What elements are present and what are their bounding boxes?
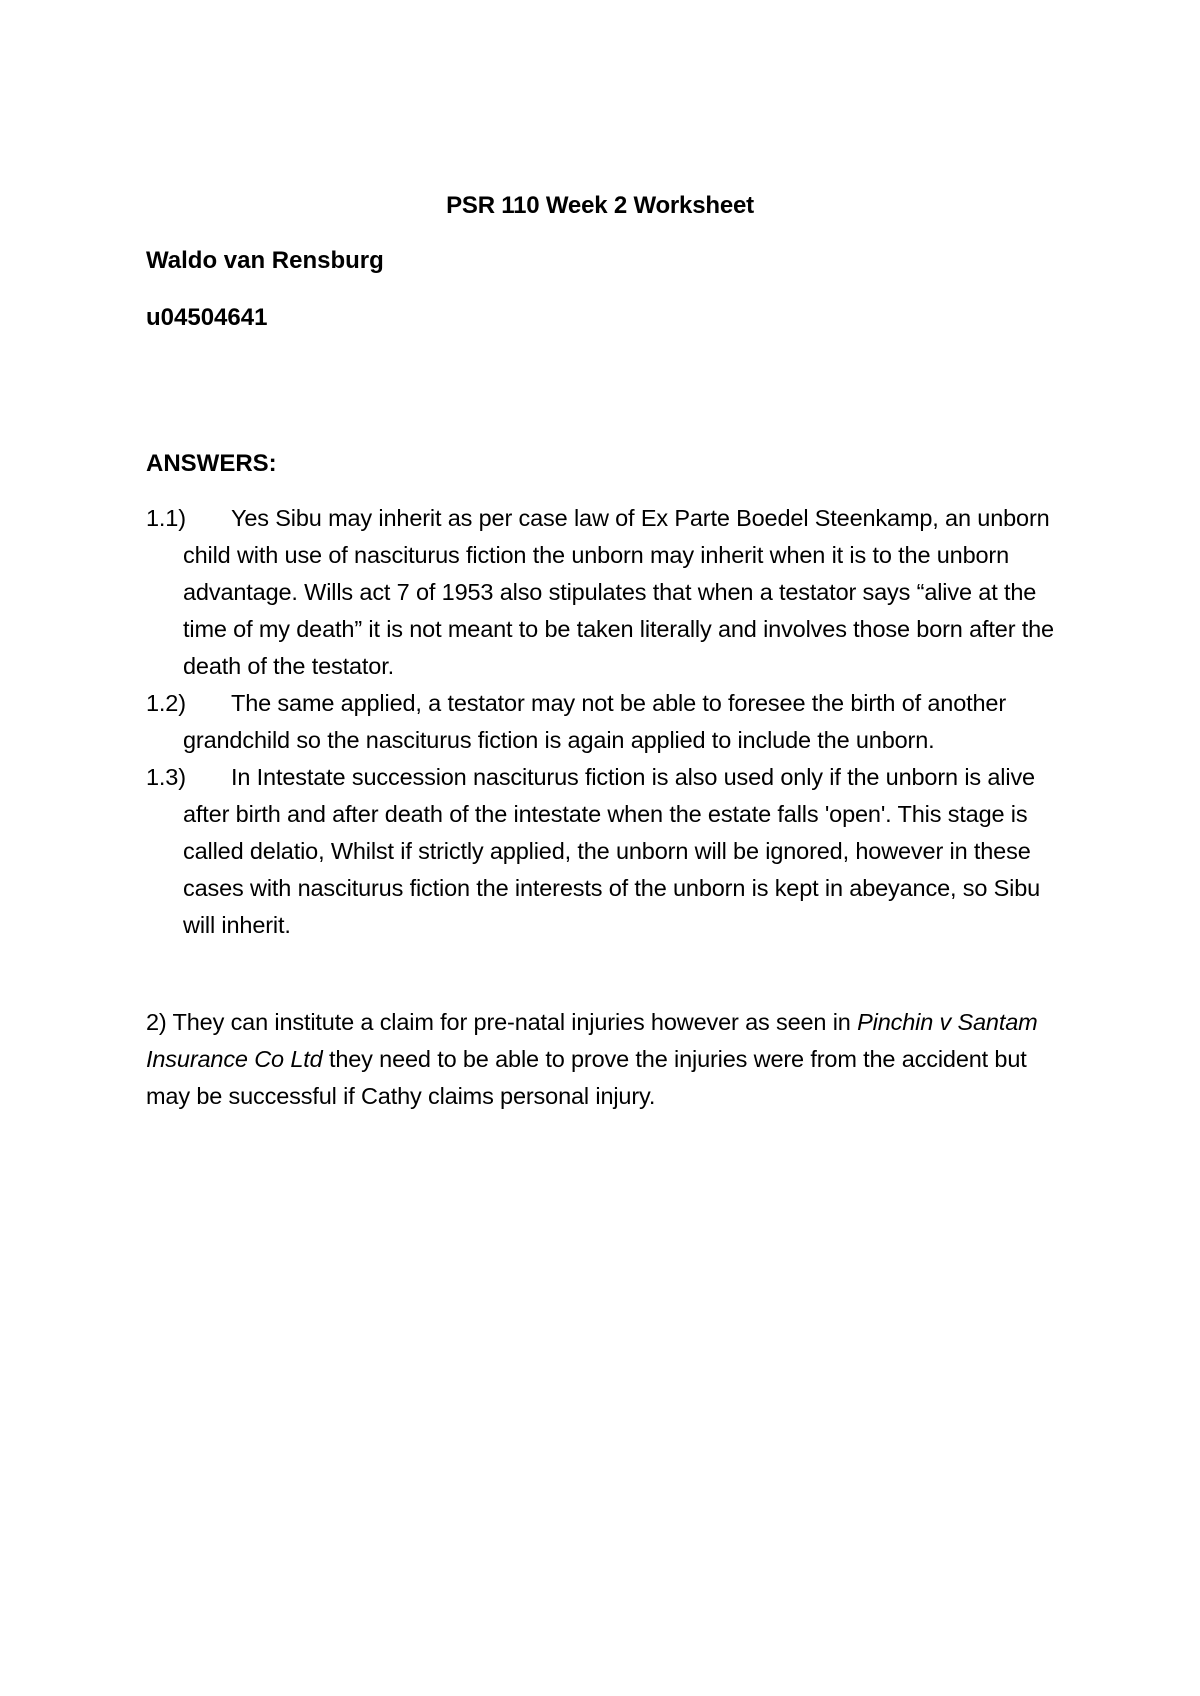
answer-2-suffix: they need to be able to prove the injuries were from the accident but may be successful if Cathy claims personal injury. — [146, 1046, 1027, 1109]
author-name: Waldo van Rensburg — [146, 247, 384, 274]
answer-text: The same applied, a testator may not be able to foresee the birth of another grandchild so the nasciturus fiction is again applied to include the unborn. — [183, 690, 1007, 753]
answer-item — [146, 500, 1066, 685]
answer-text: Yes Sibu may inherit as per case law of Ex Parte Boedel Steenkamp, an unborn child with use of nasciturus fiction the unborn may inherit when it is to the unborn advantage. Wills act 7 of 1953 also stipulates that when a testator says “alive at the time of my death” it is not meant to be taken literally and involves those born after the death of the testator. — [183, 505, 1054, 679]
document-title: PSR 110 Week 2 Worksheet — [446, 192, 754, 219]
answer-number: 1.3) — [146, 764, 186, 790]
answer-2-paragraph — [146, 1004, 1076, 1115]
answer-number: 1.2) — [146, 690, 186, 716]
answer-number: 1.1) — [146, 505, 186, 531]
answers-heading: ANSWERS: — [146, 450, 277, 477]
answer-2-prefix: 2) They can institute a claim for pre-natal injuries however as seen in — [146, 1009, 858, 1035]
answer-item — [146, 685, 1066, 759]
answer-list — [146, 500, 1066, 944]
answer-item — [146, 759, 1066, 944]
answer-text: In Intestate succession nasciturus fiction is also used only if the unborn is alive after birth and after death of the intestate when the estate falls 'open'. This stage is called delatio, Whilst if strictly applied, the unborn will be ignored, however in these cases with nasciturus fiction the interests of the unborn is kept in abeyance, so Sibu will inherit. — [183, 764, 1041, 938]
case-name: Pinchin v Santam Insurance Co Ltd — [146, 1009, 1038, 1072]
student-id: u04504641 — [146, 304, 268, 331]
